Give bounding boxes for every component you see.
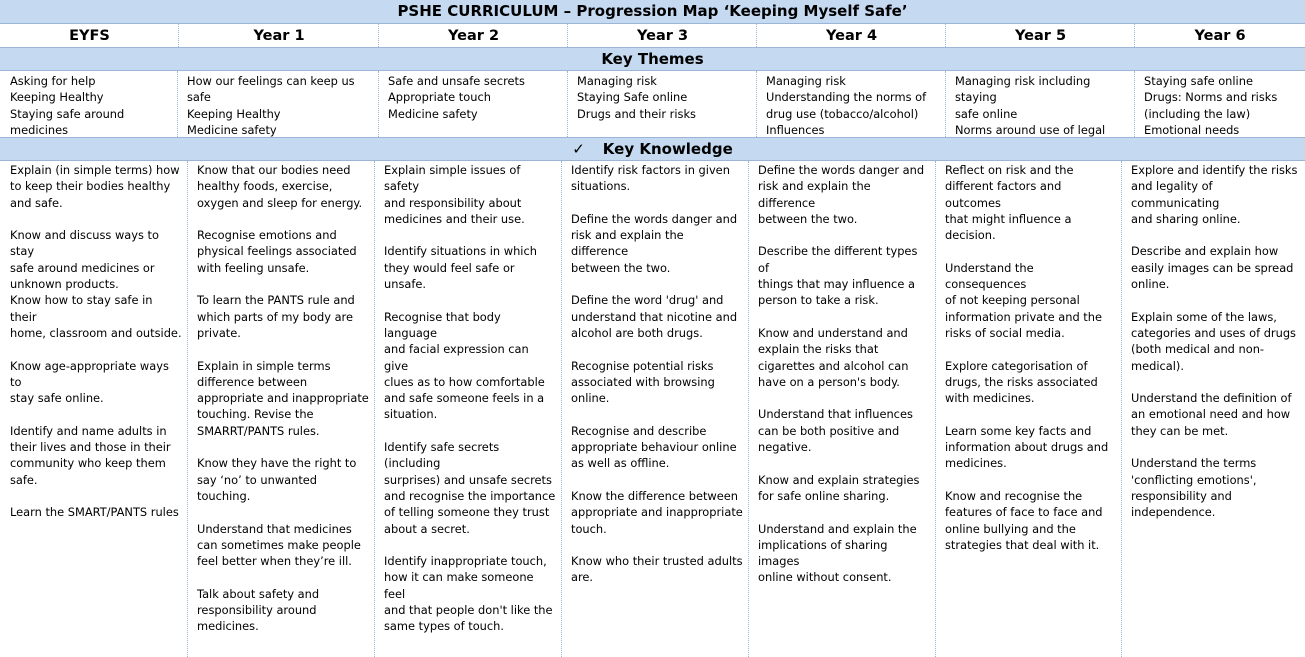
- key-knowledge-heading: [0, 137, 1305, 161]
- knowledge-cell-year5: Reflect on risk and the different factors and outcomes that might influence a decision. Understand the consequences of not keeping personal information private and the risks of social media. Explore categorisation of drugs, the risks associated with medicines. Learn some key facts and information about drugs and medicines. Know and recognise the features of face to face and online bullying and the strategies that deal with it.: [945, 163, 1109, 552]
- knowledge-cell-year3: Identify risk factors in given situations. Define the words danger and risk and explain the difference between the two. Define the word 'drug' and understand that nicotine and alcohol are both drugs. Recognise potential risks associated with browsing online. Recognise and describe appropriate behaviour online as well as offline. Know the difference between appropriate and inappropriate touch. Know who their trusted adults are.: [571, 163, 743, 585]
- year-header-year4: Year 4: [825, 28, 878, 44]
- divider: [567, 71, 568, 137]
- themes-cell-year3: Managing risk Staying Safe online Drugs and their risks: [577, 74, 696, 121]
- key-themes-row: [0, 71, 1305, 137]
- key-knowledge-label: Key Knowledge: [602, 140, 733, 158]
- divider: [945, 71, 946, 137]
- divider: [567, 24, 568, 47]
- divider: [756, 24, 757, 47]
- key-themes-heading: Key Themes: [0, 47, 1305, 71]
- divider: [756, 71, 757, 137]
- year-header-year6: Year 6: [1194, 28, 1246, 44]
- knowledge-cell-year4: Define the words danger and risk and explain the difference between the two. Describe the different types of things that may influence a person to take a risk. Know and understand and explain the risks that cigarettes and alcohol can have on a person's body. Understand that influences can be both positive and negative. Know and explain strategies for safe online sharing. Understand and explain the implications of sharing images online without consent.: [758, 163, 925, 585]
- themes-cell-eyfs: Asking for help Keeping Healthy Staying safe around medicines: [10, 74, 125, 137]
- knowledge-cell-year1: Know that our bodies need healthy foods, exercise, oxygen and sleep for energy. Recognise emotions and physical feelings associated with feeling unsafe. To learn the PANTS rule and which parts of my body are private. Explain in simple terms difference between appropriate and inappropriate touching. Revise the SMARRT/PANTS rules. Know they have the right to say ‘no’ to unwanted touching. Understand that medicines can sometimes make people feel better when they’re ill. Talk about safety and responsibility around medicines.: [197, 163, 369, 634]
- year-header-eyfs: EYFS: [69, 28, 110, 44]
- checkmark-icon: ✓: [572, 140, 585, 158]
- page-title: PSHE CURRICULUM – Progression Map ‘Keeping Myself Safe’: [0, 0, 1305, 24]
- divider: [378, 24, 379, 47]
- divider: [177, 71, 178, 137]
- year-header-year1: Year 1: [253, 28, 305, 44]
- divider: [945, 24, 946, 47]
- knowledge-cell-year2: Explain simple issues of safety and responsibility about medicines and their use. Identify situations in which they would feel safe or unsafe. Recognise that body language and facial expression can give clues as to how comfortable and safe someone feels in a situation. Identify safe secrets (including surprises) and unsafe secrets and recognise the importance of telling someone they trust about a secret. Identify inappropriate touch, how it can make someone feel and that people don't like the same types of touch.: [384, 163, 556, 634]
- divider: [374, 161, 375, 657]
- knowledge-cell-year6: Explore and identify the risks and legality of communicating and sharing online. Describe and explain how easily images can be spread online. Explain some of the laws, categories and uses of drugs (both medical and non- medical). Understand the definition of an emotional need and how they can be met. Understand the terms 'conflicting emotions', responsibility and independence.: [1131, 163, 1298, 520]
- themes-cell-year4: Managing risk Understanding the norms of drug use (tobacco/alcohol) Influences: [766, 74, 927, 137]
- divider: [935, 161, 936, 657]
- divider: [178, 24, 179, 47]
- themes-cell-year6: Staying safe online Drugs: Norms and risks (including the law) Emotional needs: [1144, 74, 1278, 137]
- divider: [1134, 71, 1135, 137]
- year-header-year5: Year 5: [1014, 28, 1067, 44]
- key-knowledge-row: [0, 161, 1305, 657]
- themes-cell-year1: How our feelings can keep us safe Keeping Healthy Medicine safety: [187, 74, 355, 137]
- themes-cell-year5: Managing risk including staying safe online Norms around use of legal: [955, 74, 1106, 137]
- knowledge-cell-eyfs: Explain (in simple terms) how to keep their bodies healthy and safe. Know and discuss ways to stay safe around medicines or unknown products. Know how to stay safe in their home, classroom and outside. Know age-appropriate ways to stay safe online. Identify and name adults in their lives and those in their community who keep them safe. Learn the SMART/PANTS rules: [10, 163, 182, 520]
- divider: [748, 161, 749, 657]
- themes-cell-year2: Safe and unsafe secrets Appropriate touch Medicine safety: [388, 74, 525, 121]
- year-header-row: [0, 24, 1305, 47]
- divider: [561, 161, 562, 657]
- divider: [187, 161, 188, 657]
- divider: [1134, 24, 1135, 47]
- year-header-year3: Year 3: [636, 28, 689, 44]
- divider: [378, 71, 379, 137]
- divider: [1121, 161, 1122, 657]
- year-header-year2: Year 2: [447, 28, 500, 44]
